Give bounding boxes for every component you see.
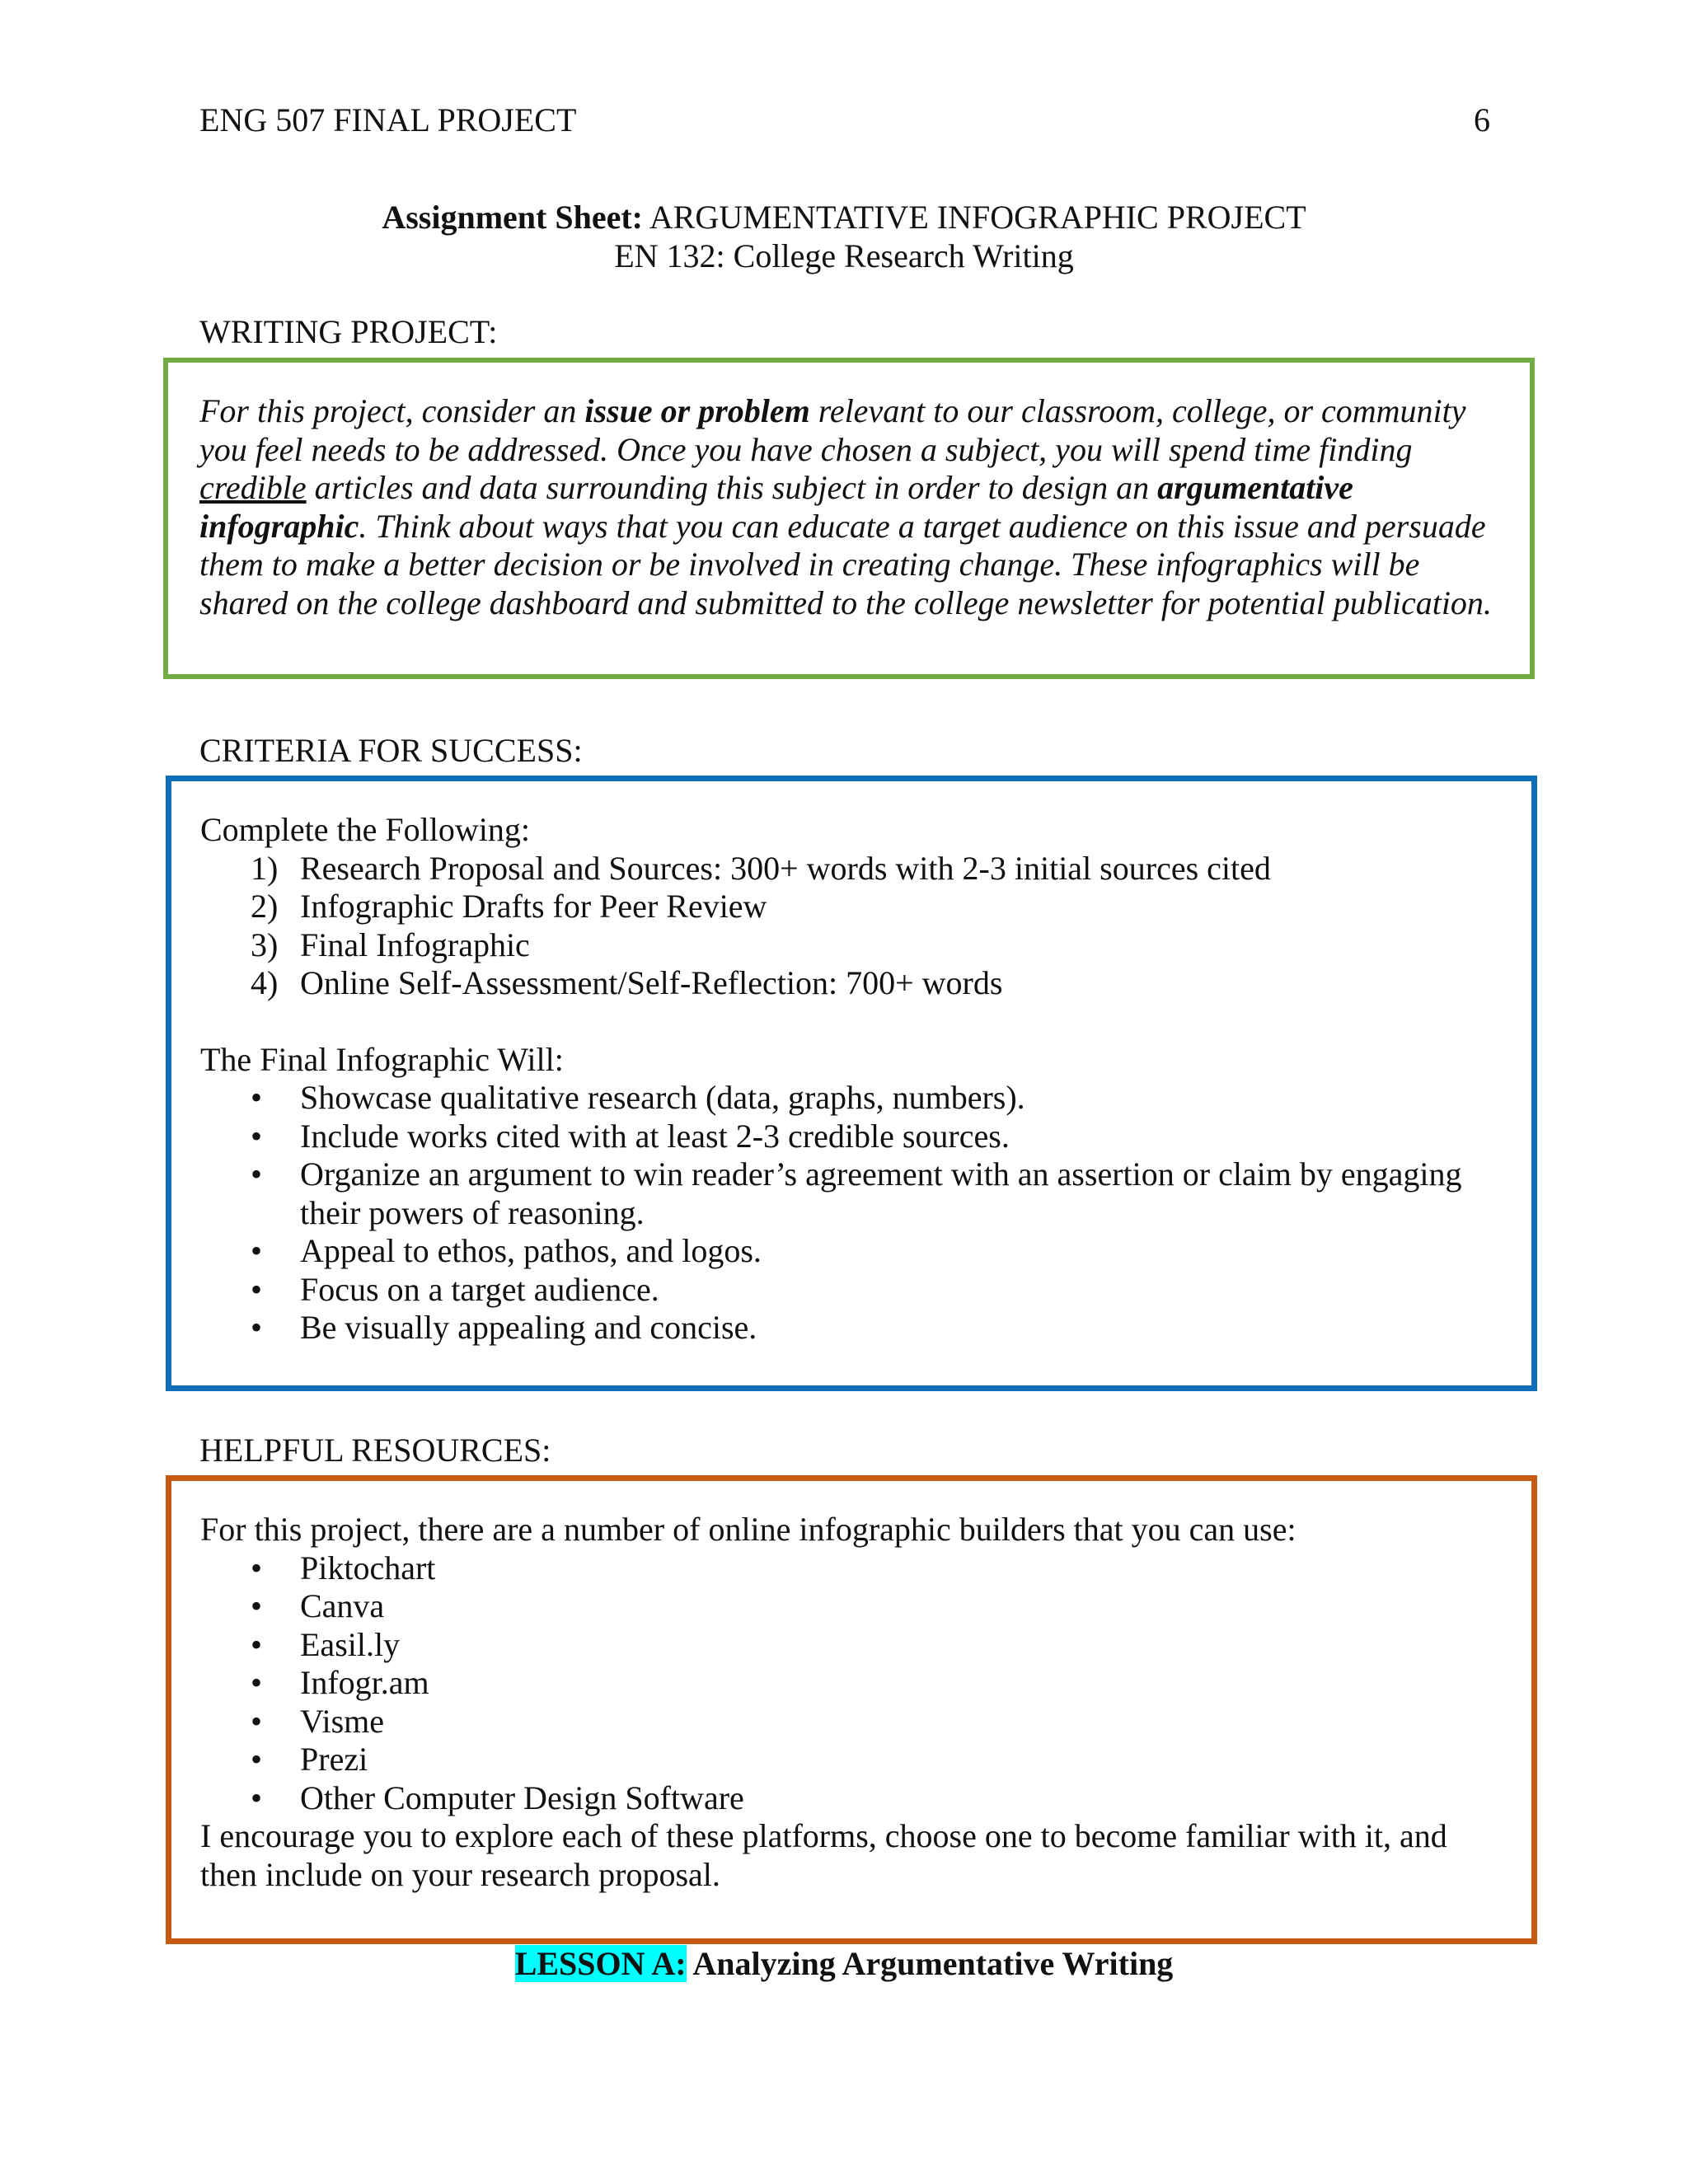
list-item [200,1664,1502,1703]
bullet-icon: • [251,1117,263,1155]
list-item [200,1587,1502,1626]
course-name: EN 132: College Research Writing [614,237,1074,274]
criteria-intro: Complete the Following: [200,811,530,848]
criteria-heading: CRITERIA FOR SUCCESS: [199,732,583,769]
list-item [200,1626,1502,1665]
bullet-icon: • [251,1741,263,1778]
item-text: Be visually appealing and concise. [300,1309,757,1346]
desc-text-2: relevant to our classroom, college, or community you feel needs to be addressed. Once you have chosen a subject, you will spend time finding [199,392,1466,468]
step-number: 4) [251,964,279,1001]
bullet-icon: • [251,1702,263,1740]
step-text: Infographic Drafts for Peer Review [300,888,767,925]
lesson-title: Analyzing Argumentative Writing [686,1945,1174,1982]
tool-name: Easil.ly [300,1625,401,1663]
bullet-icon: • [251,1625,263,1663]
running-title: ENG 507 FINAL PROJECT [199,101,577,138]
criteria-steps-list [200,850,1502,1003]
step-text: Online Self-Assessment/Self-Reflection: 700+ words [300,964,1003,1001]
list-item [200,1232,1502,1271]
step-number: 3) [251,926,279,963]
lesson-heading [0,1943,1688,1985]
item-text: Focus on a target audience. [300,1270,659,1308]
bullet-icon: • [251,1232,263,1269]
list-item [200,888,1502,926]
list-item [200,1309,1502,1347]
writing-project-description [199,392,1500,622]
list-item [200,964,1502,1003]
list-item [200,1741,1502,1779]
assignment-label: Assignment Sheet: [382,199,644,236]
final-infographic-intro: The Final Infographic Will: [200,1040,564,1078]
resources-box [166,1475,1537,1944]
list-item [200,1079,1502,1118]
tool-name: Infogr.am [300,1664,429,1701]
resources-heading: HELPFUL RESOURCES: [199,1432,551,1469]
desc-bold-issue: issue or problem [584,392,810,429]
page-number: 6 [1474,101,1490,138]
writing-project-heading: WRITING PROJECT: [199,313,498,350]
writing-project-box [163,358,1535,679]
desc-text-4: . Think about ways that you can educate a target audience on this issue and persuade them to make a better decision or be involved in creating change. These infographics will be shared on the college dashboard and submitted to the college newsletter for potential publication. [199,507,1492,621]
bullet-icon: • [251,1079,263,1116]
spacer [200,1003,1502,1041]
list-item [200,850,1502,888]
step-number: 2) [251,888,279,925]
item-text: Appeal to ethos, pathos, and logos. [300,1232,762,1269]
bullet-icon: • [251,1309,263,1346]
desc-bold-infographic: argumentative infographic [199,469,1353,545]
list-item [200,1118,1502,1156]
final-infographic-list [200,1079,1502,1347]
bullet-icon: • [251,1155,263,1193]
list-item [200,1703,1502,1741]
project-name: ARGUMENTATIVE INFOGRAPHIC PROJECT [649,199,1306,236]
tool-name: Prezi [300,1741,368,1778]
list-item [200,1779,1502,1818]
resources-intro: For this project, there are a number of online infographic builders that you can use: [200,1511,1296,1548]
list-item [200,1271,1502,1310]
item-text: Showcase qualitative research (data, graphs, numbers). [300,1079,1025,1116]
item-text: Include works cited with at least 2-3 credible sources. [300,1117,1010,1155]
running-header [199,97,1490,143]
bullet-icon: • [251,1270,263,1308]
bullet-icon: • [251,1779,263,1816]
list-item [200,926,1502,965]
step-text: Research Proposal and Sources: 300+ words with 2-3 initial sources cited [300,849,1271,887]
bullet-icon: • [251,1664,263,1701]
bullet-icon: • [251,1549,263,1586]
bullet-icon: • [251,1587,263,1624]
tool-name: Visme [300,1702,385,1740]
criteria-box [166,776,1537,1391]
item-text: Organize an argument to win reader’s agreement with an assertion or claim by engaging their powers of reasoning. [300,1155,1462,1231]
desc-text-3: articles and data surrounding this subject in order to design an [306,469,1158,506]
lesson-label: LESSON A: [514,1945,687,1982]
tool-name: Other Computer Design Software [300,1779,744,1816]
list-item [200,1549,1502,1588]
step-text: Final Infographic [300,926,530,963]
step-number: 1) [251,849,279,887]
desc-text-1: For this project, consider an [199,392,585,429]
tool-name: Piktochart [300,1549,436,1586]
resources-tools-list [200,1549,1502,1818]
resources-closing: I encourage you to explore each of these platforms, choose one to become familiar with it, and then include on your research proposal. [200,1817,1447,1893]
desc-underline-credible: credible [199,469,307,506]
title-block [0,198,1688,275]
list-item [200,1155,1502,1232]
assignment-title [0,198,1688,237]
tool-name: Canva [300,1587,385,1624]
